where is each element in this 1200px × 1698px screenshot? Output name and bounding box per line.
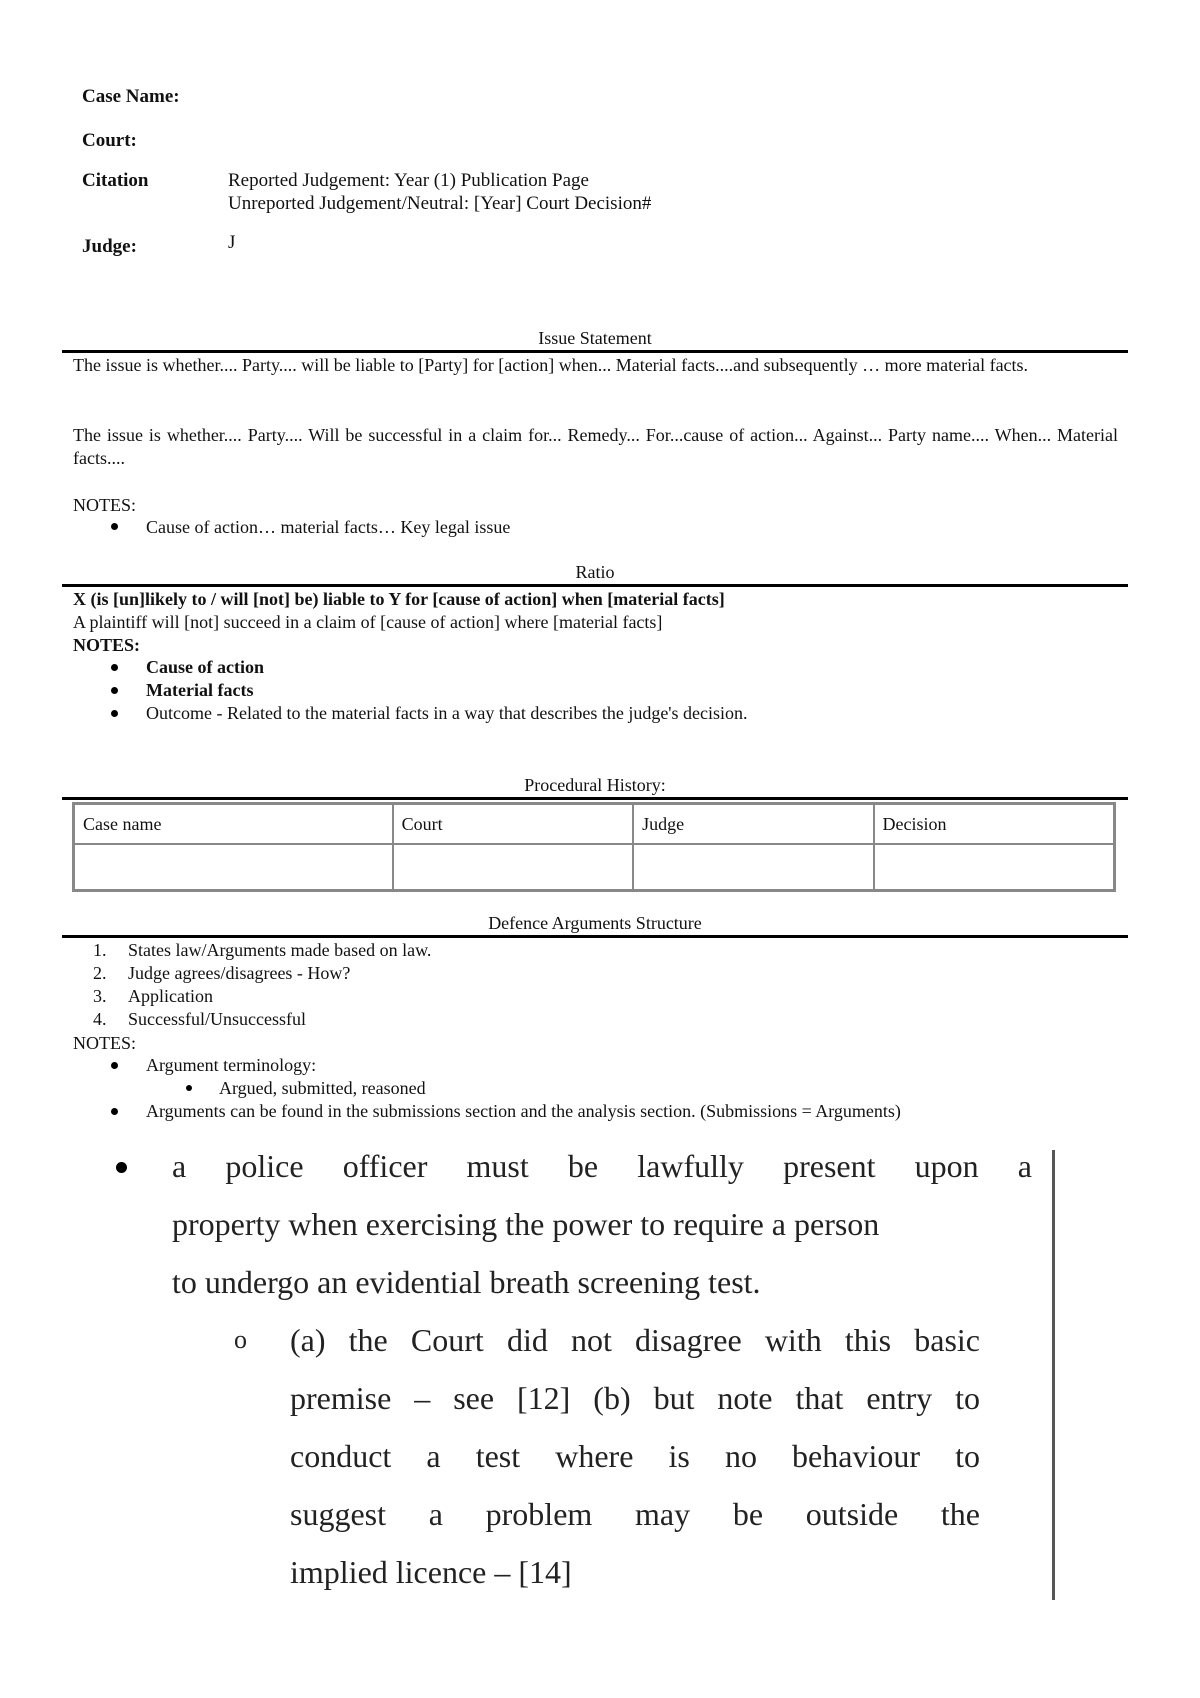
excerpt-line: suggest a problem may be outside the xyxy=(290,1496,980,1532)
citation-reported: Reported Judgement: Year (1) Publication Page xyxy=(228,170,589,191)
excerpt-line: premise – see [12] (b) but note that entry to xyxy=(290,1380,980,1416)
ratio-note-item: Material facts xyxy=(146,680,254,700)
table-header-cell: Case name xyxy=(74,804,393,844)
defence-step: Application xyxy=(128,986,213,1006)
issue-statement-heading: Issue Statement xyxy=(538,328,652,348)
excerpt-line: conduct a test where is no behaviour to xyxy=(290,1438,980,1474)
excerpt-line: property when exercising the power to require a person xyxy=(172,1206,880,1242)
table-cell xyxy=(74,844,393,890)
ratio-note-item: Cause of action xyxy=(146,657,264,677)
table-header-cell: Decision xyxy=(874,804,1114,844)
defence-note-subitem: Argued, submitted, reasoned xyxy=(219,1078,426,1098)
procedural-history-table xyxy=(72,802,1116,892)
table-row xyxy=(74,844,1114,890)
list-number: 4. xyxy=(93,1009,107,1029)
issue-note-item: Cause of action… material facts… Key legal issue xyxy=(146,517,511,537)
table-cell xyxy=(874,844,1114,890)
ratio-plaintiff-statement: A plaintiff will [not] succeed in a claim of [cause of action] where [material facts] xyxy=(73,612,663,632)
defence-note-item: Argument terminology: xyxy=(146,1055,317,1075)
bullet-icon xyxy=(111,1062,118,1069)
sub-bullet-icon xyxy=(186,1085,192,1091)
ratio-note-item: Outcome - Related to the material facts in a way that describes the judge's decision. xyxy=(146,703,748,723)
issue-paragraph-1: The issue is whether.... Party.... will be liable to [Party] for [action] when... Material facts....and subsequently … more material facts. xyxy=(73,355,1029,375)
case-name-label: Case Name: xyxy=(82,86,180,107)
defence-divider xyxy=(62,935,1128,938)
excerpt-line: implied licence – [14] xyxy=(290,1554,572,1590)
ratio-divider xyxy=(62,584,1128,587)
hollow-bullet-icon: o xyxy=(234,1325,247,1354)
court-label: Court: xyxy=(82,130,137,151)
ratio-statement: X (is [un]likely to / will [not] be) liable to Y for [cause of action] when [material facts] xyxy=(73,589,725,609)
ratio-notes-label: NOTES: xyxy=(73,635,141,655)
procedural-history-heading: Procedural History: xyxy=(524,775,666,795)
excerpt-line: (a) the Court did not disagree with this basic xyxy=(290,1322,980,1358)
judge-label: Judge: xyxy=(82,236,137,257)
list-number: 3. xyxy=(93,986,107,1006)
excerpt-line: a police officer must be lawfully present upon a xyxy=(172,1148,1032,1184)
issue-paragraph-2: The issue is whether.... Party.... Will be successful in a claim for... Remedy... For...cause of action... Against... Party name.... When... Material facts.... xyxy=(73,425,1118,468)
excerpt-line: to undergo an evidential breath screening test. xyxy=(172,1264,761,1300)
defence-step: Judge agrees/disagrees - How? xyxy=(128,963,351,983)
issue-notes-label: NOTES: xyxy=(73,495,136,515)
excerpt-border xyxy=(1052,1150,1055,1600)
table-header-cell: Judge xyxy=(633,804,873,844)
defence-notes-label: NOTES: xyxy=(73,1033,136,1053)
defence-step: States law/Arguments made based on law. xyxy=(128,940,432,960)
bullet-icon xyxy=(116,1162,127,1173)
bullet-icon xyxy=(111,664,118,671)
defence-step: Successful/Unsuccessful xyxy=(128,1009,306,1029)
bullet-icon xyxy=(111,523,118,530)
judge-value: J xyxy=(228,232,236,253)
bullet-icon xyxy=(111,710,118,717)
ratio-heading: Ratio xyxy=(575,562,615,582)
bullet-icon xyxy=(111,687,118,694)
citation-label: Citation xyxy=(82,170,149,191)
table-cell xyxy=(633,844,873,890)
list-number: 2. xyxy=(93,963,107,983)
citation-unreported: Unreported Judgement/Neutral: [Year] Court Decision# xyxy=(228,193,652,214)
defence-note-item: Arguments can be found in the submissions section and the analysis section. (Submissions = Arguments) xyxy=(146,1101,901,1121)
issue-divider xyxy=(62,350,1128,353)
bullet-icon xyxy=(111,1108,118,1115)
table-cell xyxy=(393,844,633,890)
procedural-divider xyxy=(62,797,1128,800)
table-header-cell: Court xyxy=(393,804,633,844)
list-number: 1. xyxy=(93,940,107,960)
defence-arguments-heading: Defence Arguments Structure xyxy=(488,913,702,933)
table-header-row xyxy=(74,804,1114,844)
